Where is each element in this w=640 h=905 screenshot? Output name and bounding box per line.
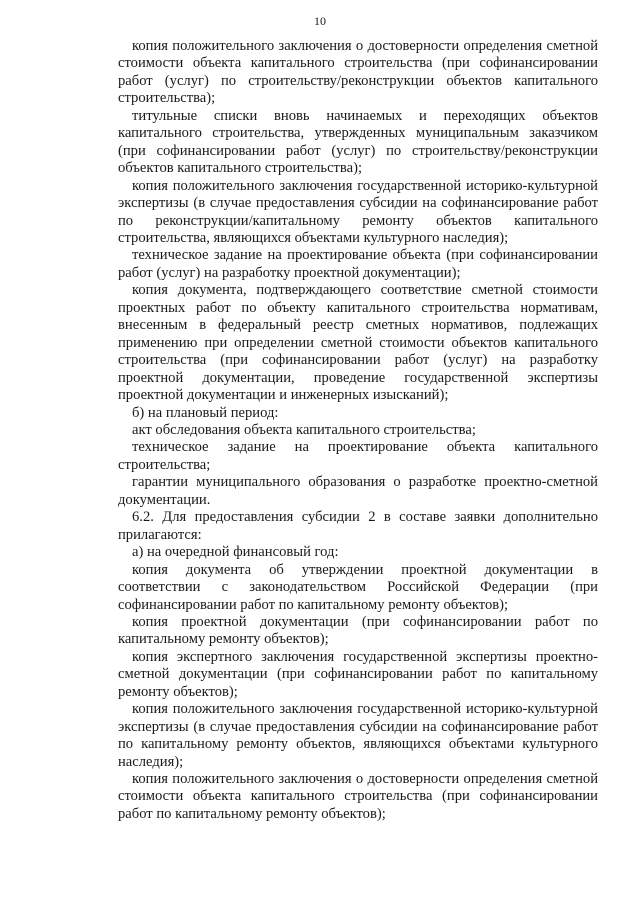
paragraph: 6.2. Для предоставления субсидии 2 в составе заявки дополнительно прилагаются: [118,509,598,543]
paragraph: копия положительного заключения государственной историко-культурной экспертизы (в случае предоставления субсидии на софинансирование работ по капитальному ремонту объектов, являющихся объектами культурного наследия); [118,701,598,770]
page-number: 10 [314,14,326,28]
paragraph: копия проектной документации (при софинансировании работ по капитальному ремонту объектов); [118,613,598,648]
paragraph: техническое задание на проектирование объекта капитального строительства; [118,439,598,473]
paragraph: б) на плановый период: [132,404,279,421]
paragraph: копия документа, подтверждающего соответствие сметной стоимости проектных работ по объекту капитального строительства нормативам, внесенным в федеральный реестр сметных нормативов, подлежащих применению при определении сметной стоимости объектов капитального строительства (при софинансировании работ (услуг) на разработку проектной документации, проведение государственной экспертизы проектной документации и инженерных изысканий); [118,282,598,404]
paragraph: копия документа об утверждении проектной документации в соответствии с законодательством Российской Федерации (при софинансировании работ по капитальному ремонту объектов); [118,561,598,613]
paragraph: копия положительного заключения государственной историко-культурной экспертизы (в случае предоставления субсидии на софинансирование работ по реконструкции/капитальному ремонту объектов капитального строительства, являющихся объектами культурного наследия); [118,177,598,246]
paragraph: техническое задание на проектирование объекта (при софинансировании работ (услуг) на разработку проектной документации); [118,247,598,281]
paragraph: копия экспертного заключения государственной экспертизы проектно-сметной документации (при софинансировании работ по капитальному ремонту объектов); [118,648,598,700]
paragraph: гарантии муниципального образования о разработке проектно-сметной документации. [118,474,598,508]
paragraph: копия положительного заключения о достоверности определения сметной стоимости объекта капитального строительства (при софинансировании работ по капитальному ремонту объектов); [118,771,598,822]
paragraph: копия положительного заключения о достоверности определения сметной стоимости объекта капитального строительства (при софинансировании работ (услуг) по строительству/реконструкции объектов капитального строительства); [118,38,598,107]
paragraph: титульные списки вновь начинаемых и переходящих объектов капитального строительства, утвержденных муниципальным заказчиком (при софинансировании работ (услуг) по строительству/реконструкции объектов капитального строительства); [118,107,598,177]
document-body [118,38,598,823]
paragraph: а) на очередной финансовый год: [132,544,339,561]
paragraph: акт обследования объекта капитального строительства; [132,421,476,438]
